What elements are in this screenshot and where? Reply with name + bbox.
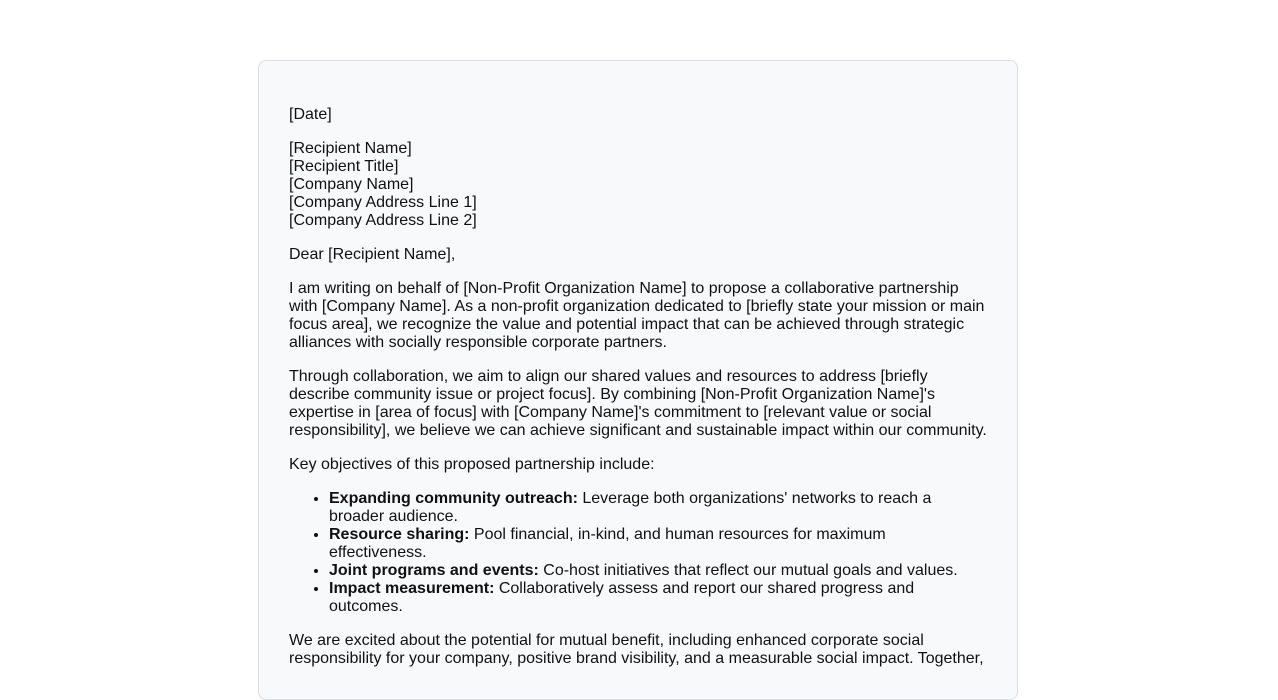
recipient-title: [Recipient Title]	[289, 158, 399, 175]
objective-text: Collaboratively assess and report our shared progress and outcomes.	[329, 580, 915, 615]
objective-text: Leverage both organizations' networks to reach a broader audience.	[329, 490, 932, 525]
letter-card	[258, 60, 1018, 700]
objective-title: Impact measurement:	[329, 580, 495, 597]
letter-date: [Date]	[289, 106, 332, 123]
paragraph-collaboration: Through collaboration, we aim to align our shared values and resources to address [briefly describe community issue or project focus]. By combining [Non-Profit Organization Name]'s expertise in [area of focus] with [Company Name]'s commitment to [relevant value or social responsibility], we believe we can achieve significant and sustainable impact within our community.	[289, 368, 987, 439]
paragraph-benefits: We are excited about the potential for mutual benefit, including enhanced corporate social responsibility for your company, positive brand visibility, and a measurable social impact. Together,	[289, 632, 984, 667]
objective-title: Joint programs and events:	[329, 562, 539, 579]
objective-title: Resource sharing:	[329, 526, 470, 543]
recipient-company: [Company Name]	[289, 176, 414, 193]
recipient-block	[289, 140, 987, 230]
objective-title: Expanding community outreach:	[329, 490, 578, 507]
recipient-address-line-1: [Company Address Line 1]	[289, 194, 477, 211]
paragraph-intro: I am writing on behalf of [Non-Profit Organization Name] to propose a collaborative partnership with [Company Name]. As a non-profit organization dedicated to [briefly state your mission or main focus area], we recognize the value and potential impact that can be achieved through strategic alliances with socially responsible corporate partners.	[289, 280, 985, 351]
salutation: Dear [Recipient Name],	[289, 246, 456, 263]
recipient-name: [Recipient Name]	[289, 140, 412, 157]
list-item	[329, 526, 987, 562]
list-item	[329, 490, 987, 526]
list-item	[329, 562, 987, 580]
list-item	[329, 580, 987, 616]
recipient-address-line-2: [Company Address Line 2]	[289, 212, 477, 229]
objectives-intro: Key objectives of this proposed partnership include:	[289, 456, 655, 473]
objective-text: Pool financial, in-kind, and human resources for maximum effectiveness.	[329, 526, 886, 561]
objectives-list	[289, 490, 987, 616]
objective-text: Co-host initiatives that reflect our mutual goals and values.	[538, 562, 958, 579]
